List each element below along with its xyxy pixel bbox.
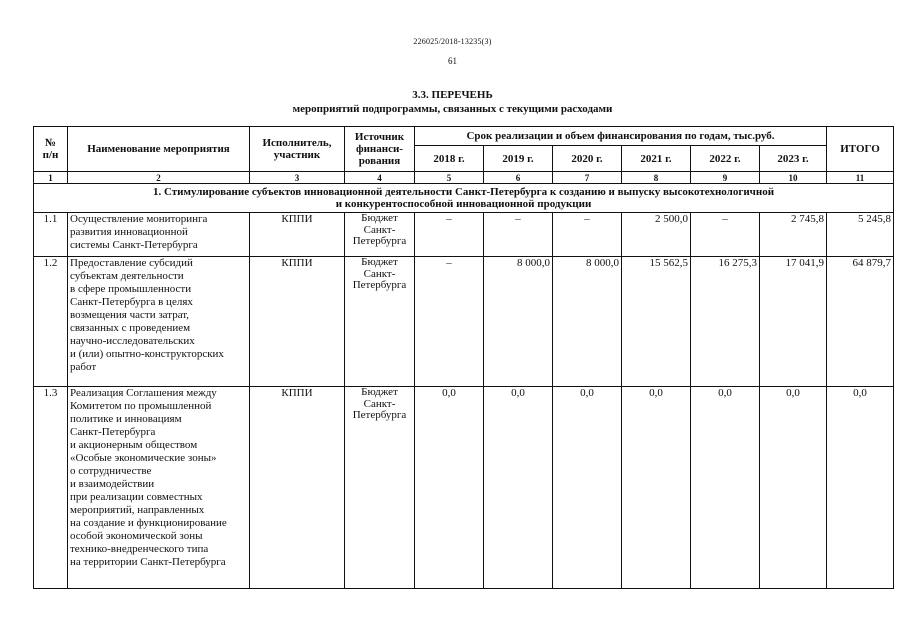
year-value: 15 562,5 [622, 257, 691, 387]
column-number: 7 [553, 172, 622, 184]
year-value: 8 000,0 [484, 257, 553, 387]
source-cell: Бюджет Санкт- Петербурга [345, 257, 415, 387]
section-heading: 1. Стимулирование субъектов инновационной деятельности Санкт-Петербурга к созданию и выпуску высокотехнологичной и конкурентоспособной инновационной продукции [34, 184, 894, 213]
header-year: 2023 г. [760, 146, 827, 172]
header-num: № п/н [34, 127, 68, 172]
header-year: 2020 г. [553, 146, 622, 172]
header-year: 2018 г. [415, 146, 484, 172]
header-year: 2022 г. [691, 146, 760, 172]
year-value: – [415, 213, 484, 257]
activities-table [33, 126, 894, 589]
header-period-group: Срок реализации и объем финансирования по годам, тыс.руб. [415, 127, 827, 146]
document-id: 226025/2018-13235(3) [413, 37, 492, 46]
year-value: 0,0 [622, 387, 691, 589]
activity-name: Реализация Соглашения между Комитетом по промышленной политике и инновациям Санкт-Петербурга и акционерным обществом «Особые экономические зоны» о сотрудничестве и взаимодействии при реализации совместных мероприятий, направленных на создание и функционирование особой экономической зоны технико-внедренческого типа на территории Санкт-Петербурга [68, 387, 250, 589]
table-row [34, 257, 894, 387]
row-number: 1.2 [34, 257, 68, 387]
column-number: 3 [250, 172, 345, 184]
column-number: 9 [691, 172, 760, 184]
column-number: 6 [484, 172, 553, 184]
list-subtitle: мероприятий подпрограммы, связанных с текущими расходами [292, 103, 613, 115]
header-year: 2019 г. [484, 146, 553, 172]
list-title: 3.3. ПЕРЕЧЕНЬ [412, 89, 493, 101]
year-value: 2 500,0 [622, 213, 691, 257]
column-number: 4 [345, 172, 415, 184]
page-number: 61 [448, 56, 457, 66]
executor-cell: КППИ [250, 213, 345, 257]
column-number: 2 [68, 172, 250, 184]
source-cell: Бюджет Санкт- Петербурга [345, 213, 415, 257]
total-value: 64 879,7 [827, 257, 894, 387]
source-cell: Бюджет Санкт- Петербурга [345, 387, 415, 589]
year-value: 16 275,3 [691, 257, 760, 387]
year-value: 0,0 [691, 387, 760, 589]
header-total: ИТОГО [827, 127, 894, 172]
table-row [34, 387, 894, 589]
column-number: 10 [760, 172, 827, 184]
year-value: 2 745,8 [760, 213, 827, 257]
table-row [34, 213, 894, 257]
year-value: – [484, 213, 553, 257]
year-value: 0,0 [415, 387, 484, 589]
total-value: 5 245,8 [827, 213, 894, 257]
column-number-row [34, 172, 894, 184]
header-executor: Исполнитель, участник [250, 127, 345, 172]
column-number: 1 [34, 172, 68, 184]
header-year: 2021 г. [622, 146, 691, 172]
row-number: 1.1 [34, 213, 68, 257]
section-row [34, 184, 894, 213]
year-value: – [415, 257, 484, 387]
column-number: 5 [415, 172, 484, 184]
year-value: 17 041,9 [760, 257, 827, 387]
executor-cell: КППИ [250, 257, 345, 387]
activity-name: Осуществление мониторинга развития инновационной системы Санкт-Петербурга [68, 213, 250, 257]
year-value: 0,0 [484, 387, 553, 589]
header-source: Источник финанси- рования [345, 127, 415, 172]
year-value: 8 000,0 [553, 257, 622, 387]
year-value: – [691, 213, 760, 257]
header-name: Наименование мероприятия [68, 127, 250, 172]
year-value: 0,0 [553, 387, 622, 589]
total-value: 0,0 [827, 387, 894, 589]
column-number: 8 [622, 172, 691, 184]
executor-cell: КППИ [250, 387, 345, 589]
year-value: – [553, 213, 622, 257]
row-number: 1.3 [34, 387, 68, 589]
year-value: 0,0 [760, 387, 827, 589]
column-number: 11 [827, 172, 894, 184]
activity-name: Предоставление субсидий субъектам деятельности в сфере промышленности Санкт-Петербурга в целях возмещения части затрат, связанных с проведением научно-исследовательских и (или) опытно-конструкторских работ [68, 257, 250, 387]
